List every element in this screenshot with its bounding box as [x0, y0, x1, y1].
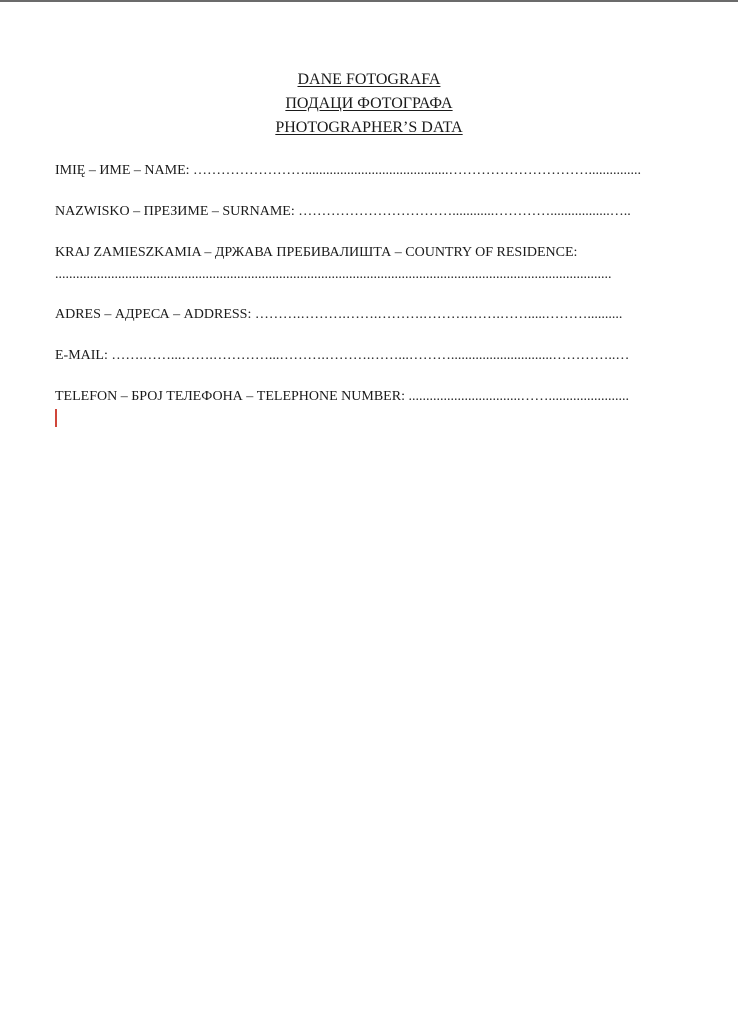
address-label: ADRES – АДРЕСА – ADDRESS: [55, 307, 252, 322]
document-title [0, 68, 738, 140]
address-field [55, 306, 622, 324]
country-label: KRAJ ZAMIESZKAMIA – ДРЖАВА ПРЕБИВАЛИШТА – COUNTRY OF RESIDENCE: [55, 245, 578, 260]
email-field [55, 347, 629, 365]
text-cursor [55, 409, 57, 427]
title-line-polish: DANE FOTOGRAFA [297, 71, 441, 88]
telephone-blank: ................................……....................... [404, 389, 629, 404]
title-line-english: PHOTOGRAPHER’S DATA [275, 119, 463, 136]
name-field [55, 162, 641, 180]
surname-blank: ……………………………............………….................….. [294, 204, 631, 219]
surname-field [55, 203, 631, 221]
email-label: E-MAIL: [55, 348, 108, 363]
title-line-serbian: ПОДАЦИ ФОТОГРАФА [285, 95, 453, 112]
address-blank: ……….……….…….……….……….…….…….....……….......... [251, 307, 623, 322]
email-blank: …….……...…….…………...……….……….……...……….............................…………..… [107, 348, 630, 363]
country-blank: ............................................................................................................................................................... [55, 267, 612, 282]
country-blank-line [55, 266, 612, 284]
telephone-label: TELEFON – БРОЈ ТЕЛЕФОНА – TELEPHONE NUMBER: [55, 389, 405, 404]
telephone-field [55, 388, 629, 406]
name-label: IMIĘ – ИМЕ – NAME: [55, 163, 190, 178]
surname-label: NAZWISKO – ПРЕЗИМЕ – SURNAME: [55, 204, 295, 219]
country-field [55, 244, 577, 262]
name-blank: …………………….........................................…………………………............... [189, 163, 642, 178]
